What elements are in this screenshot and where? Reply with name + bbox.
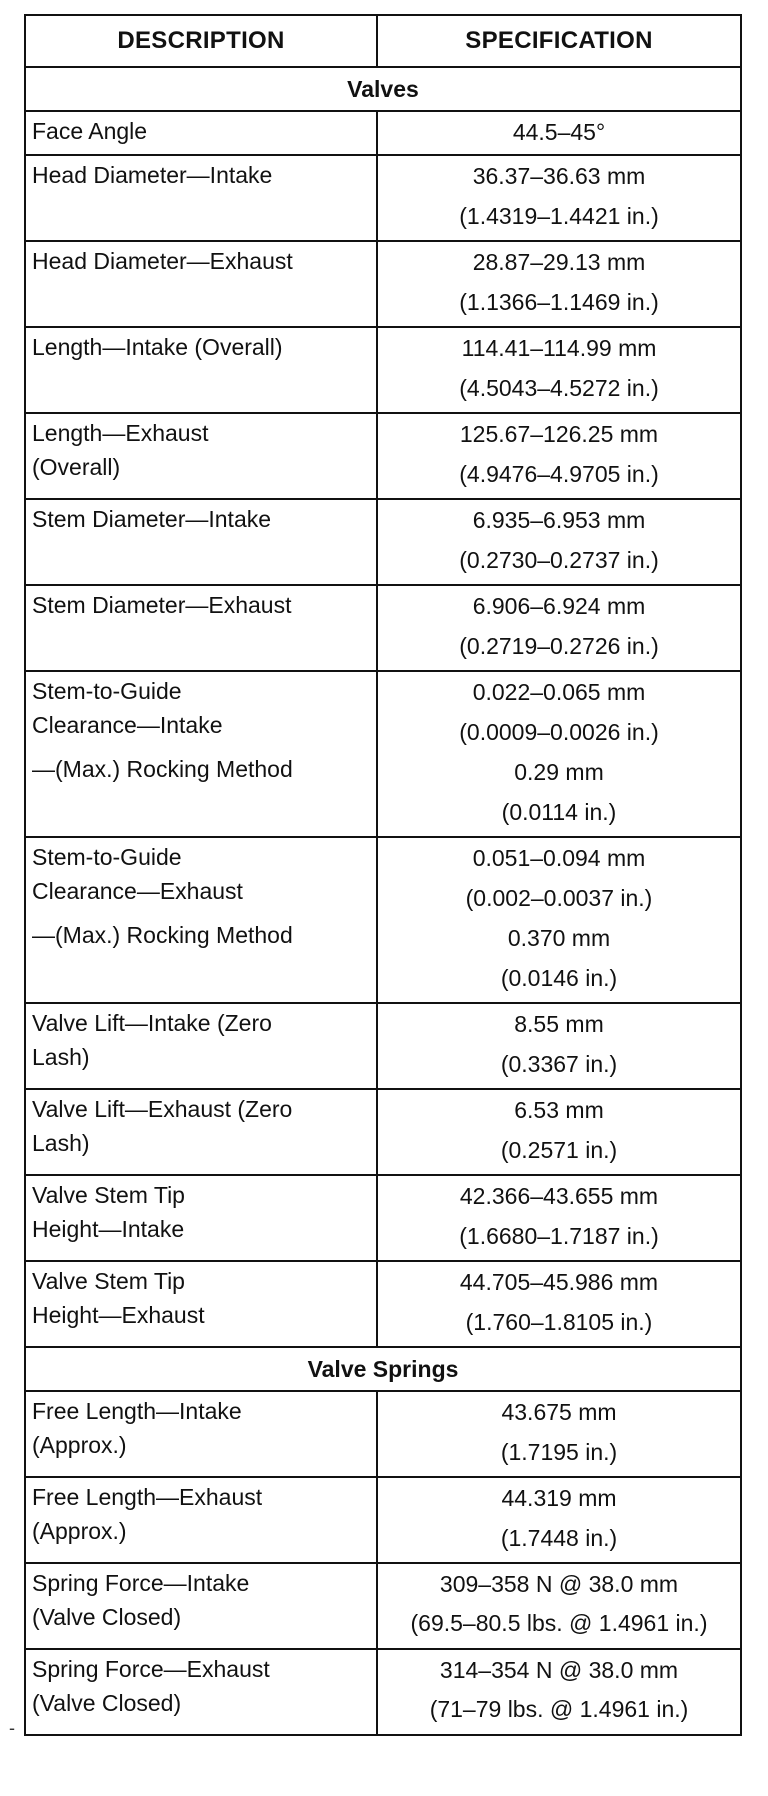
specification-line: (0.2719–0.2726 in.) [459,633,659,659]
specification-line: 0.051–0.094 mm [472,845,646,871]
specification-cell [377,413,741,499]
valve-spec-table [24,14,742,1736]
specification-cell [377,155,741,241]
specification-line: (0.2571 in.) [500,1137,618,1163]
description-line: Clearance—Intake [32,712,223,738]
description-line: Valve Lift—Intake (Zero [32,1010,272,1036]
table-row [25,1175,741,1261]
specification-cell [377,327,741,413]
specification-line: 0.022–0.065 mm [472,679,646,705]
specification-line: 36.37–36.63 mm [472,163,646,189]
description-line: Height—Intake [32,1216,185,1242]
description-line: Spring Force—Exhaust [32,1656,270,1682]
description-line: Face Angle [32,118,148,144]
specification-line: (4.9476–4.9705 in.) [459,461,659,487]
table-row [25,1563,741,1649]
line-gap [32,908,370,918]
table-row [25,1003,741,1089]
table-row [25,1477,741,1563]
specification-line: 28.87–29.13 mm [472,249,646,275]
specification-line: 6.906–6.924 mm [472,593,646,619]
description-line: —(Max.) Rocking Method [32,756,293,782]
description-line: Length—Exhaust [32,420,209,446]
description-line: Valve Lift—Exhaust (Zero [32,1096,293,1122]
specification-line: 42.366–43.655 mm [459,1183,659,1209]
line-gap [32,742,370,752]
table-row [25,241,741,327]
specification-line: 8.55 mm [514,1011,604,1037]
table-row [25,155,741,241]
description-line: Clearance—Exhaust [32,878,243,904]
description-cell [25,1089,377,1175]
description-cell [25,1003,377,1089]
specification-line: (0.2730–0.2737 in.) [459,547,659,573]
section-row [25,1347,741,1391]
description-cell [25,1391,377,1477]
table-row [25,837,741,1003]
specification-cell [377,241,741,327]
specification-cell [377,1003,741,1089]
specification-header: SPECIFICATION [377,15,741,67]
specification-cell [377,671,741,837]
specification-cell [377,1261,741,1347]
description-header: DESCRIPTION [25,15,377,67]
specification-line: (1.4319–1.4421 in.) [459,203,659,229]
specification-cell [377,837,741,1003]
table-row [25,671,741,837]
specification-line: (1.1366–1.1469 in.) [459,289,659,315]
specification-line: 44.705–45.986 mm [459,1269,659,1295]
specification-line: 309–358 N @ 38.0 mm [439,1571,679,1597]
table-row [25,327,741,413]
specification-cell [377,1391,741,1477]
table-row [25,1089,741,1175]
specification-line: (1.7195 in.) [500,1439,618,1465]
specification-cell [377,111,741,155]
description-cell [25,111,377,155]
description-line: (Valve Closed) [32,1690,182,1716]
specification-cell [377,1563,741,1649]
specification-line: (4.5043–4.5272 in.) [459,375,659,401]
description-line: Lash) [32,1130,90,1156]
description-cell [25,1477,377,1563]
specification-line: 44.5–45° [512,119,606,145]
description-line: Spring Force—Intake [32,1570,250,1596]
description-cell [25,499,377,585]
description-line: Stem-to-Guide [32,844,182,870]
description-cell [25,1649,377,1735]
description-cell [25,1563,377,1649]
specification-cell [377,585,741,671]
stray-mark: - [9,1718,15,1738]
description-line: Free Length—Exhaust [32,1484,263,1510]
specification-line: (0.002–0.0037 in.) [465,885,653,911]
description-line: Length—Intake (Overall) [32,334,283,360]
specification-line: 314–354 N @ 38.0 mm [439,1657,679,1683]
section-title: Valves [25,67,741,111]
specification-line: (0.0114 in.) [501,799,617,825]
specification-cell [377,499,741,585]
specification-line: (69.5–80.5 lbs. @ 1.4961 in.) [410,1610,708,1636]
description-line: (Approx.) [32,1518,127,1544]
specification-cell [377,1175,741,1261]
description-line: Head Diameter—Intake [32,162,273,188]
specification-line: 6.935–6.953 mm [472,507,646,533]
section-row [25,67,741,111]
description-cell [25,837,377,1003]
header-row [25,15,741,67]
specification-cell [377,1089,741,1175]
table-row [25,585,741,671]
description-cell [25,585,377,671]
table-row [25,1649,741,1735]
specification-line: (1.7448 in.) [500,1525,618,1551]
specification-line: (1.760–1.8105 in.) [465,1309,653,1335]
description-line: Height—Exhaust [32,1302,205,1328]
description-cell [25,1175,377,1261]
table-row [25,413,741,499]
description-cell [25,671,377,837]
specification-cell [377,1649,741,1735]
description-cell [25,327,377,413]
description-cell [25,1261,377,1347]
table-row [25,499,741,585]
description-line: —(Max.) Rocking Method [32,922,293,948]
description-line: Valve Stem Tip [32,1268,185,1294]
description-line: Stem Diameter—Exhaust [32,592,292,618]
description-cell [25,155,377,241]
specification-line: 114.41–114.99 mm [461,335,657,361]
table-row [25,1261,741,1347]
specification-line: 43.675 mm [501,1399,617,1425]
specification-cell [377,1477,741,1563]
table-row [25,1391,741,1477]
table-row [25,111,741,155]
table-body [25,67,741,1735]
description-line: (Valve Closed) [32,1604,182,1630]
specification-line: 125.67–126.25 mm [459,421,659,447]
description-line: Head Diameter—Exhaust [32,248,293,274]
description-line: Stem-to-Guide [32,678,182,704]
specification-line: 0.29 mm [514,759,604,785]
specification-line: (0.0009–0.0026 in.) [459,719,659,745]
specification-line: (0.0146 in.) [500,965,618,991]
description-line: (Overall) [32,454,121,480]
description-line: Lash) [32,1044,90,1070]
description-cell [25,241,377,327]
description-cell [25,413,377,499]
description-line: (Approx.) [32,1432,127,1458]
specification-line: (1.6680–1.7187 in.) [459,1223,659,1249]
section-title: Valve Springs [25,1347,741,1391]
specification-line: 6.53 mm [514,1097,604,1123]
description-line: Valve Stem Tip [32,1182,185,1208]
description-line: Stem Diameter—Intake [32,506,272,532]
specification-line: 0.370 mm [507,925,611,951]
specification-line: (71–79 lbs. @ 1.4961 in.) [429,1696,689,1722]
description-line: Free Length—Intake [32,1398,242,1424]
specification-line: 44.319 mm [501,1485,617,1511]
specification-line: (0.3367 in.) [500,1051,618,1077]
